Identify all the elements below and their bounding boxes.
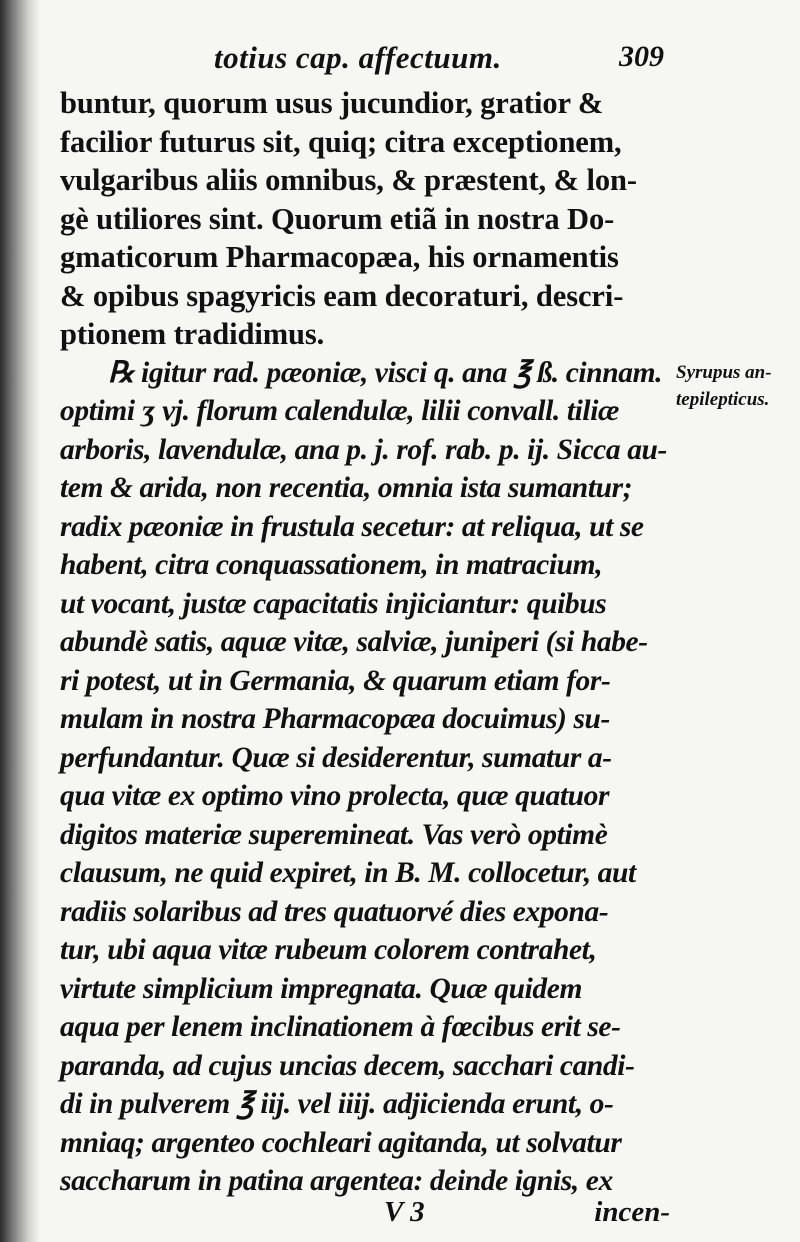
marginal-note: [676, 359, 800, 413]
roman-paragraph: [60, 84, 665, 354]
marginal-note-line: Syrupus an-: [676, 362, 772, 383]
text-line: paranda, ad cujus uncias decem, sacchari candi-: [60, 1049, 635, 1082]
text-line: digitos materiæ superemineat. Vas verò optimè: [60, 818, 608, 851]
text-line: mulam in nostra Pharmacopæa docuimus) su-: [60, 703, 610, 735]
scan-edge-shadow: [0, 0, 40, 1242]
text-line: habent, citra conquassationem, in matracium,: [60, 549, 603, 581]
signature-mark: V 3: [384, 1196, 425, 1228]
text-line: ri potest, ut in Germania, & quarum etiam for-: [60, 664, 611, 697]
marginal-note-line: tepilepticus.: [676, 389, 770, 410]
text-line: optimi ʒ vj. florum calendulæ, lilii convall. tiliæ: [60, 395, 619, 427]
text-line: & opibus spagyricis eam decoraturi, descri-: [60, 278, 624, 313]
text-line: tur, ubi aqua vitæ rubeum colorem contrahet,: [60, 934, 597, 966]
recipe-paragraph: [60, 354, 665, 1201]
text-line: ptionem tradidimus.: [60, 317, 325, 351]
text-line: gè utiliores sint. Quorum etiã in nostra Do-: [60, 201, 615, 236]
text-line: abundè satis, aquæ vitæ, salviæ, juniperi (si habe-: [60, 626, 648, 658]
text-line: facilior futurus sit, quiq; citra exceptionem,: [60, 124, 622, 159]
text-line: radix pæoniæ in frustula secetur: at reliqua, ut se: [60, 510, 644, 543]
page-footer: [384, 1196, 670, 1236]
text-line: tem & arida, non recentia, omnia ista sumantur;: [60, 472, 633, 504]
running-title: totius cap. affectuum.: [214, 40, 502, 75]
text-line: mniaq; argenteo cochleari agitanda, ut solvatur: [60, 1126, 622, 1159]
text-line: ℞ igitur rad. pæoniæ, visci q. ana ℥ ß. cinnam.: [108, 356, 663, 389]
text-line: virtute simplicium impregnata. Quæ quidem: [60, 972, 583, 1005]
text-line: buntur, quorum usus jucundior, gratior &: [60, 86, 604, 120]
text-line: ut vocant, justæ capacitatis injiciantur: quibus: [60, 587, 607, 620]
text-line: radiis solaribus ad tres quatuorvé dies exponа-: [60, 895, 609, 928]
text-line: gmaticorum Pharmacopæa, his ornamentis: [60, 240, 619, 274]
text-line: perfundantur. Quæ si desiderentur, sumatur a-: [60, 741, 612, 774]
text-line: saccharum in patina argentea: deinde ignis, ex: [60, 1165, 613, 1197]
page-header: [214, 40, 664, 80]
main-text: [60, 84, 665, 1201]
page-number: 309: [619, 40, 664, 73]
text-line: di in pulverem ℥ iij. vel iiij. adjicienda erunt, o-: [60, 1088, 614, 1120]
text-line: arboris, lavendulæ, ana p. j. rof. rab. p. ij. Sicca au-: [60, 433, 667, 466]
text-line: vulgaribus aliis omnibus, & præstent, & lon-: [60, 163, 637, 197]
text-line: qua vitæ ex optimo vino prolecta, quæ quatuor: [60, 780, 610, 812]
catchword: incen-: [594, 1196, 670, 1228]
text-line: aqua per lenem inclinationem à fœcibus erit se-: [60, 1011, 621, 1043]
text-line: clausum, ne quid expiret, in B. M. collocetur, aut: [60, 857, 636, 889]
